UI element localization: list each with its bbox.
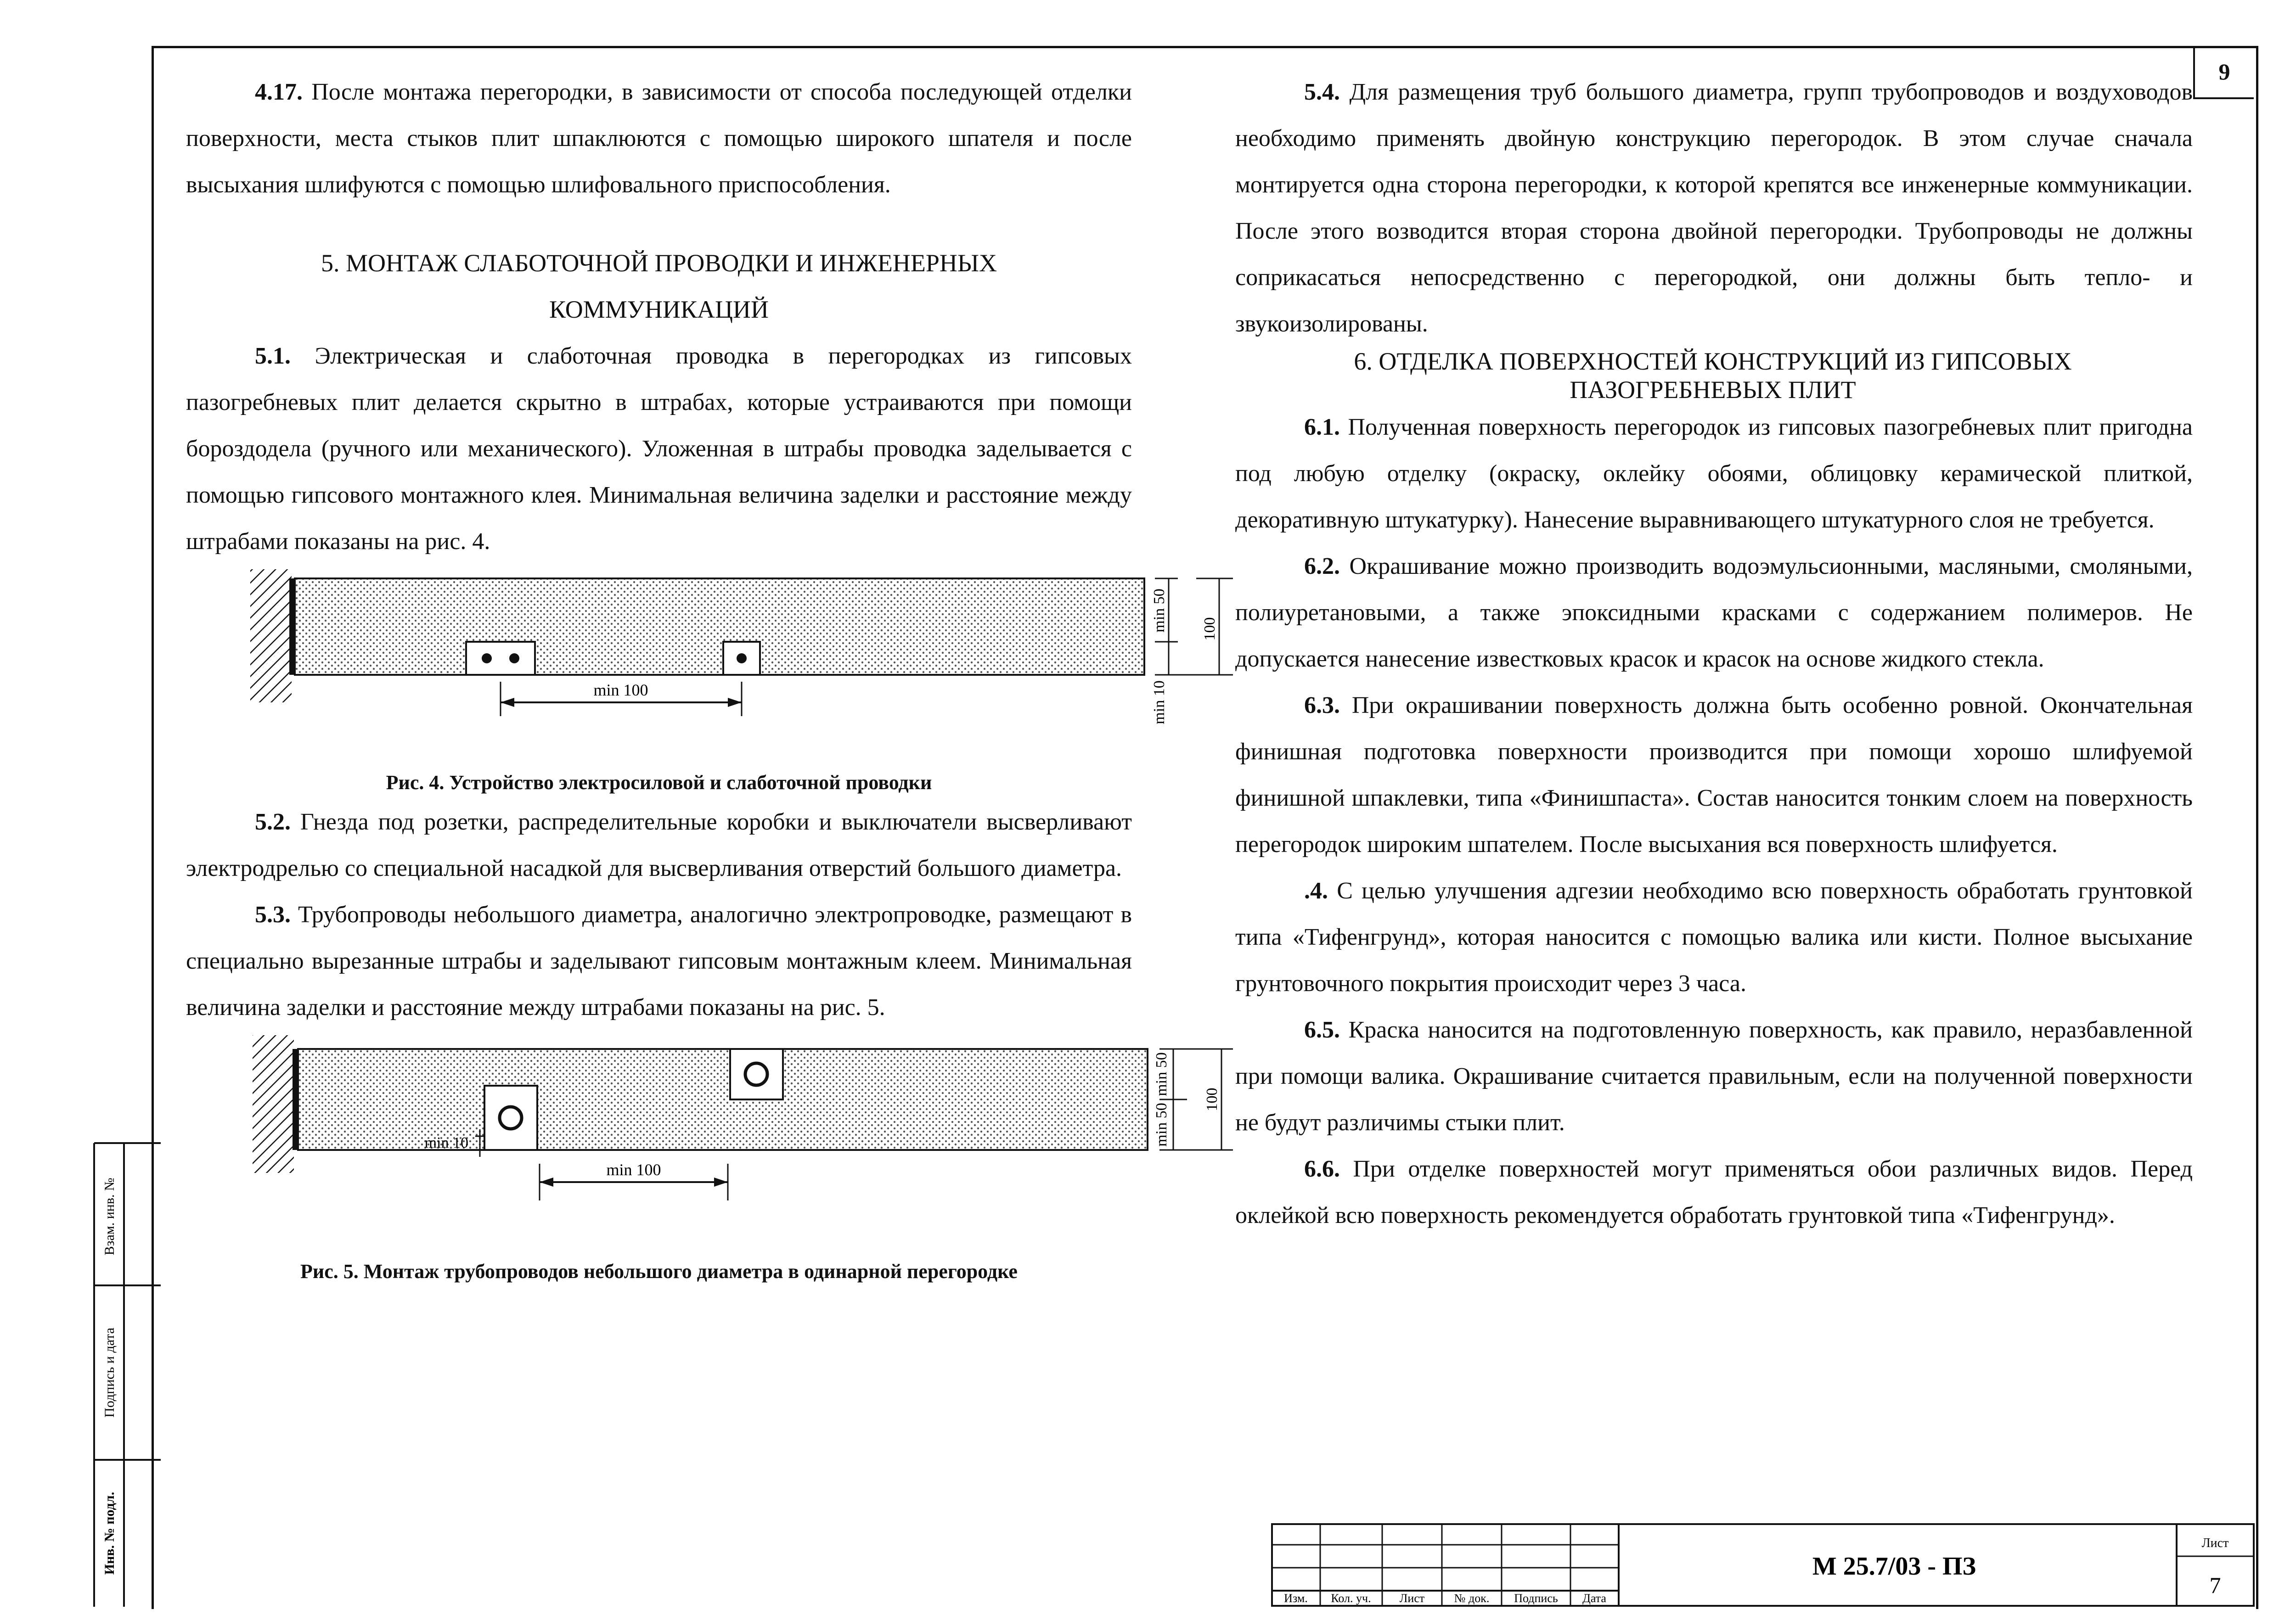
paragraph-5-4: 5.4. Для размещения труб большого диаметра, групп трубопроводов и воздуховодов необходимо применять двойную конструкцию перегородок. В этом случае сначала монтируется одна сторона перегородки, к которой крепятся все инженерные коммуникации. После этого возводится вторая сторона двойной перегородки. Трубопроводы не должны соприкасаться непосредственно с перегородкой, они должны быть тепло- и звукоизолированы. [1235,79,2193,337]
tb-header-ndok: № док. [1454,1592,1490,1605]
fig5-100-label: 100 [1204,1088,1221,1111]
figure-4 [186,565,1218,767]
paragraph-6-4: .4. С целью улучшения адгезии необходимо всю поверхность обработать грунтовкой типа «Тифенгрунд», которая наносится с помощью валика или кисти. Полное высыхание грунтовочного покрытия происходит через 3 часа. [1235,878,2193,997]
fig4-min10-label: min 10 [1151,680,1168,724]
tb-header-kolvo: Кол. уч. [1331,1592,1371,1605]
tb-header-list: Лист [1399,1592,1425,1605]
tb-document-code: М 25.7/03 - ПЗ [1812,1552,1976,1581]
tb-header-izm: Изм. [1284,1592,1308,1605]
stamp-podpis-label: Подпись и дата [102,1328,117,1418]
chase-box-double [466,642,535,675]
fig5-min50b-label: min 50 [1153,1103,1170,1147]
fig5-min50a-label: min 50 [1153,1052,1170,1096]
paragraph-5-2: 5.2. Гнезда под розетки, распределительные коробки и выключатели высверливают электродрелью со специальной насадкой для высверливания отверстий большого диаметра. [186,809,1132,881]
left-column [186,69,1221,1288]
right-column [1235,69,2193,1239]
tb-header-data: Дата [1582,1592,1606,1605]
section-5-heading: 5. МОНТАЖ СЛАБОТОЧНОЙ ПРОВОДКИ И ИНЖЕНЕРНЫХ КОММУНИКАЦИЙ [321,249,997,323]
fig5-min10-label: min 10 [424,1134,468,1151]
tb-sheet-label: Лист [2201,1536,2229,1550]
figure-5-caption: Рис. 5. Монтаж трубопроводов небольшого диаметра в одинарной перегородке [300,1260,1018,1283]
figure-5 [186,1031,1221,1242]
side-stamp [87,1143,161,1607]
tb-header-podpis: Подпись [1514,1592,1558,1605]
title-block [1272,1524,2254,1606]
figure-4-drawing [186,565,1218,767]
paragraph-6-5: 6.5. Краска наносится на подготовленную поверхность, как правило, неразбавленной при помощи валика. Окрашивание считается правильным, если на полученной поверхности не будут различимы стыки плит. [1235,1017,2193,1136]
section-6-heading: 6. ОТДЕЛКА ПОВЕРХНОСТЕЙ КОНСТРУКЦИЙ ИЗ ГИПСОВЫХ ПАЗОГРЕБНЕВЫХ ПЛИТ [1354,348,2072,404]
paragraph-5-3: 5.3. Трубопроводы небольшого диаметра, аналогично электропроводке, размещают в специально вырезанные штрабы и заделывают гипсовым монтажным клеем. Минимальная величина заделки и расстояние между штрабами показаны на рис. 5. [186,902,1132,1021]
fig4-100-label: 100 [1201,617,1218,641]
stamp-inv-label: Инв. № подл. [102,1492,117,1575]
tb-sheet-number: 7 [2209,1572,2221,1598]
paragraph-4-17: 4.17. После монтажа перегородки, в зависимости от способа последующей отделки поверхности, места стыков плит шпаклюются с помощью широкого шпателя и после высыхания шлифуются с помощью шлифовального приспособления. [186,79,1132,198]
fig4-min100-label: min 100 [593,681,648,699]
paragraph-6-1: 6.1. Полученная поверхность перегородок из гипсовых пазогребневых плит пригодна под любую отделку (окраску, оклейку обоями, облицовку керамической плиткой, декоративную штукатурку). Нанесение выравнивающего штукатурного слоя не требуется. [1235,414,2193,533]
stamp-vzam-label: Взам. инв. № [102,1178,117,1256]
fig4-min50-label: min 50 [1151,589,1168,633]
paragraph-6-3: 6.3. При окрашивании поверхность должна быть особенно ровной. Окончательная финишная подготовка поверхности производится при помощи хорошо шлифуемой финишной шпаклевки, типа «Финишпаста». Состав наносится тонким слоем на поверхность перегородок широким шпателем. После высыхания вся поверхность шлифуется. [1235,692,2193,858]
paragraph-6-2: 6.2. Окрашивание можно производить водоэмульсионными, масляными, смоляными, полиуретановыми, а также эпоксидными красками с содержанием полимеров. Не допускается нанесение известковых красок и красок на основе жидкого стекла. [1235,553,2193,672]
page-number-top: 9 [2193,46,2254,99]
paragraph-6-6: 6.6. При отделке поверхностей могут применяться обои различных видов. Перед оклейкой всю поверхность рекомендуется обработать грунтовкой типа «Тифенгрунд». [1235,1156,2193,1228]
figure-4-caption: Рис. 4. Устройство электросиловой и слаботочной проводки [386,771,932,794]
wall-hatch [250,569,292,702]
partition-slab [295,578,1144,675]
figure-5-drawing [186,1031,1221,1242]
fig5-min100-label: min 100 [606,1161,661,1179]
paragraph-5-1: 5.1. Электрическая и слаботочная проводка в перегородках из гипсовых пазогребневых плит делается скрытно в штрабах, которые устраиваются при помощи бороздодела (ручного или механического). Уложенная в штрабы проводка заделывается с помощью гипсового монтажного клея. Минимальная величина заделки и расстояние между штрабами показаны на рис. 4. [186,343,1132,555]
